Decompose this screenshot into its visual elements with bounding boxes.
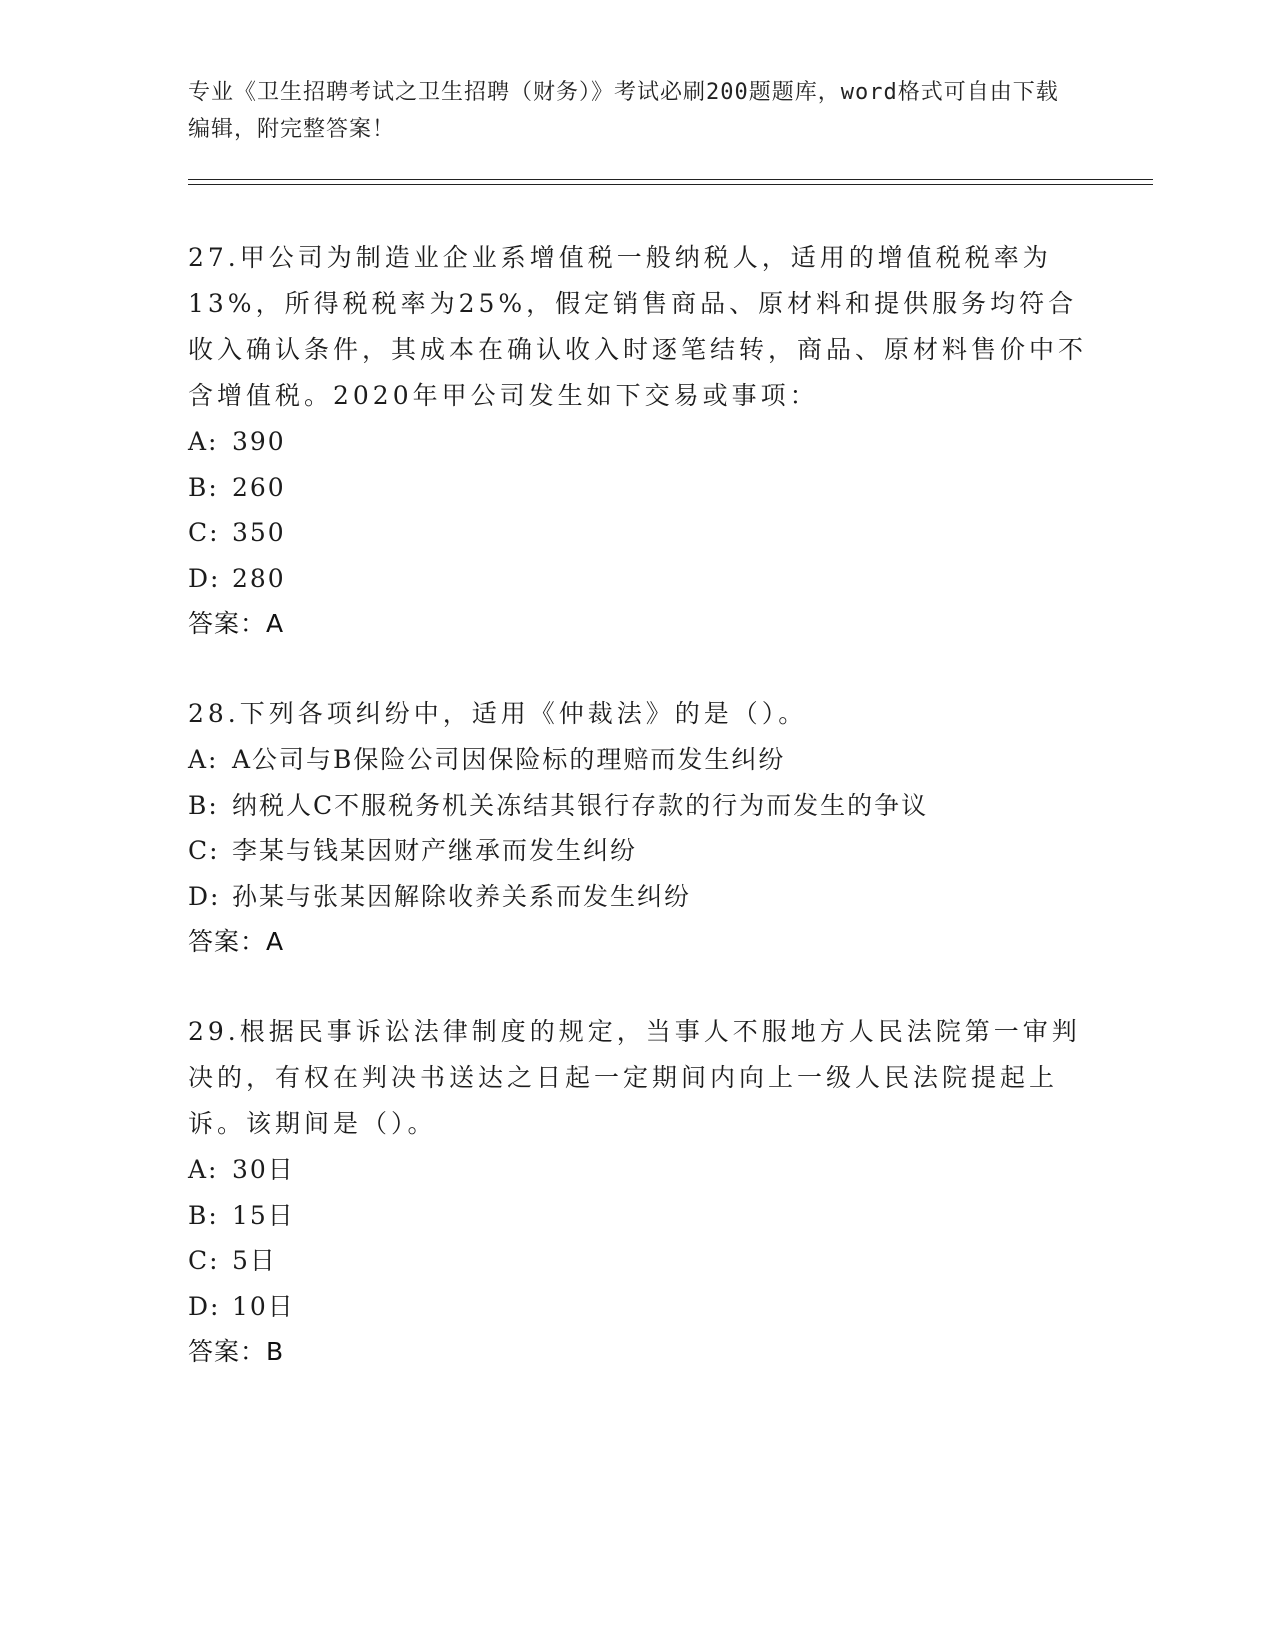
option-text: 李某与钱某因财产继承而发生纠纷 bbox=[232, 836, 638, 865]
answer-line: 答案：A bbox=[188, 609, 285, 638]
question-29 bbox=[188, 1009, 1088, 1375]
header-text: 专业《卫生招聘考试之卫生招聘（财务）》考试必刷200题题库，word格式可自由下载编辑，附完整答案！ bbox=[188, 80, 1059, 142]
option-key: C: bbox=[188, 518, 220, 547]
header-rule-top bbox=[188, 179, 1153, 180]
option-text: 280 bbox=[232, 563, 286, 593]
option-key: D: bbox=[188, 1291, 221, 1321]
option-d bbox=[188, 556, 1088, 602]
option-c bbox=[188, 1238, 1088, 1284]
option-text: 15日 bbox=[232, 1200, 295, 1230]
question-28 bbox=[188, 691, 1088, 965]
option-c bbox=[188, 828, 1088, 874]
option-b bbox=[188, 1193, 1088, 1239]
option-key: A: bbox=[188, 427, 219, 456]
option-a bbox=[188, 1147, 1088, 1193]
option-key: C: bbox=[188, 836, 220, 865]
question-stem: 29.根据民事诉讼法律制度的规定，当事人不服地方人民法院第一审判决的，有权在判决书送达之日起一定期间内向上一级人民法院提起上诉。该期间是（）。 bbox=[188, 1017, 1081, 1138]
option-key: A: bbox=[188, 745, 219, 774]
option-text: 5日 bbox=[232, 1246, 277, 1275]
option-d bbox=[188, 1284, 1088, 1330]
answer-line: 答案：A bbox=[188, 927, 285, 956]
option-text: 260 bbox=[232, 472, 286, 502]
option-text: 350 bbox=[232, 518, 286, 547]
option-key: D: bbox=[188, 563, 221, 593]
question-27 bbox=[188, 235, 1088, 647]
header-rule-bottom bbox=[188, 184, 1153, 185]
option-key: B: bbox=[188, 1200, 219, 1230]
option-text: 30日 bbox=[232, 1155, 295, 1184]
option-d bbox=[188, 874, 1088, 920]
question-stem: 27.甲公司为制造业企业系增值税一般纳税人，适用的增值税税率为13%，所得税税率为25%，假定销售商品、原材料和提供服务均符合收入确认条件，其成本在确认收入时逐笔结转，商品、原材料售价中不含增值税。2020年甲公司发生如下交易或事项： bbox=[188, 243, 1088, 410]
option-key: B: bbox=[188, 790, 219, 820]
document-header bbox=[188, 74, 1068, 148]
option-text: 10日 bbox=[232, 1291, 295, 1321]
option-b bbox=[188, 783, 1088, 829]
option-text: 孙某与张某因解除收养关系而发生纠纷 bbox=[232, 881, 692, 911]
question-list bbox=[188, 235, 1088, 1419]
option-text: 390 bbox=[232, 427, 286, 456]
option-text: 纳税人C不服税务机关冻结其银行存款的行为而发生的争议 bbox=[232, 790, 929, 820]
option-key: C: bbox=[188, 1246, 220, 1275]
option-a bbox=[188, 737, 1088, 783]
option-key: D: bbox=[188, 881, 221, 911]
option-text: A公司与B保险公司因保险标的理赔而发生纠纷 bbox=[232, 745, 786, 774]
option-c bbox=[188, 510, 1088, 556]
option-b bbox=[188, 465, 1088, 511]
option-key: A: bbox=[188, 1155, 219, 1184]
option-key: B: bbox=[188, 472, 219, 502]
option-a bbox=[188, 419, 1088, 465]
answer-line: 答案：B bbox=[188, 1337, 285, 1366]
question-stem: 28.下列各项纠纷中，适用《仲裁法》的是（）。 bbox=[188, 699, 808, 728]
